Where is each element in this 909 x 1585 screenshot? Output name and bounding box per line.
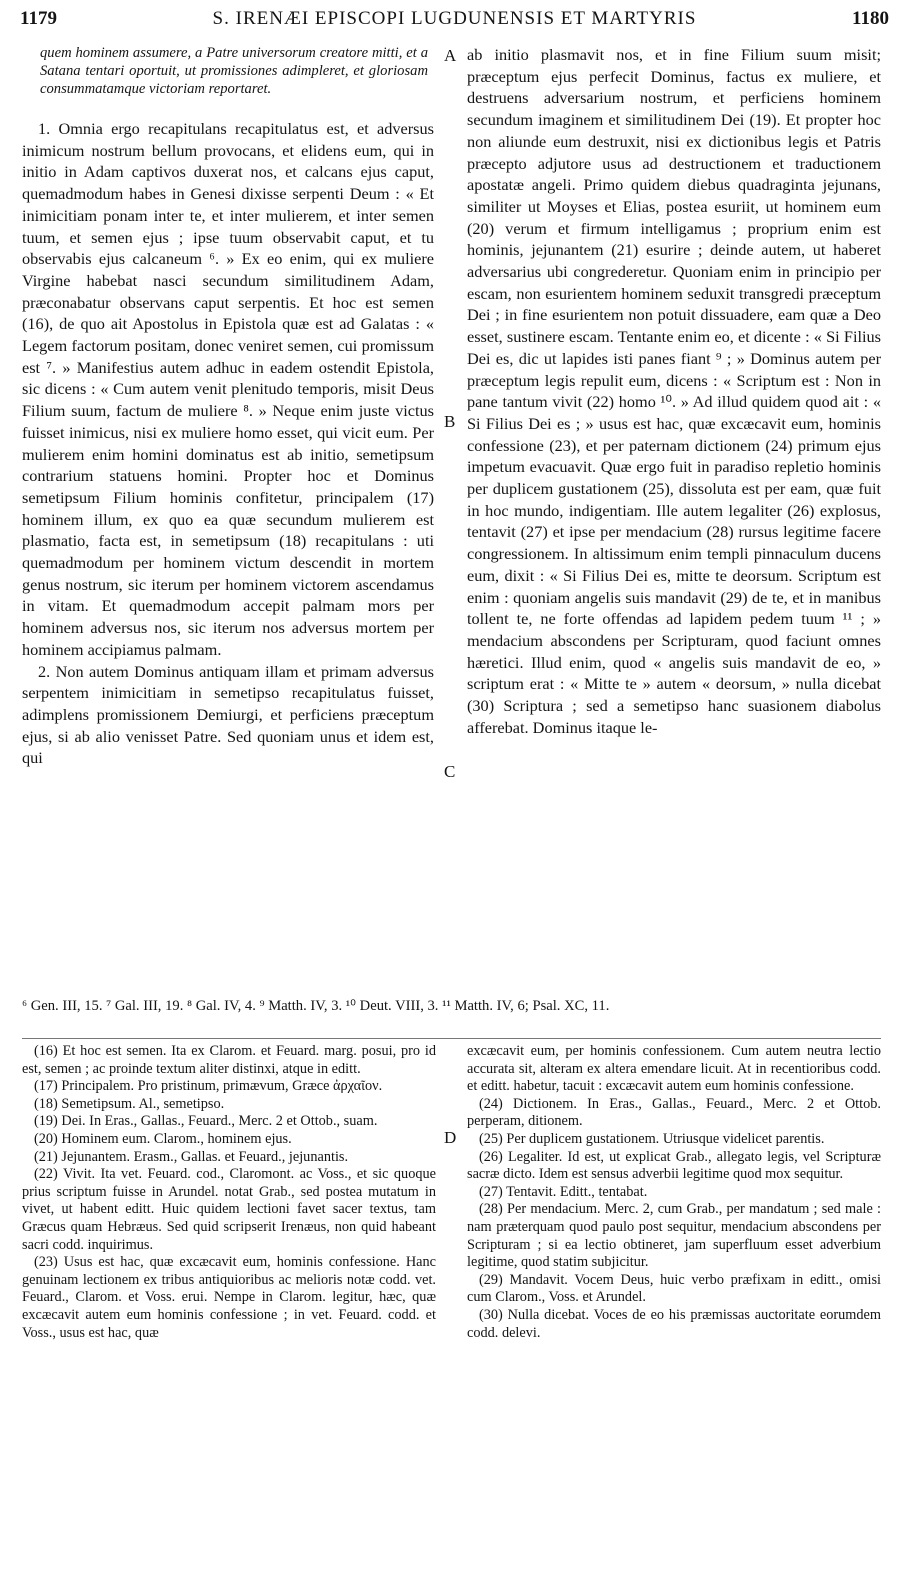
running-title: S. IRENÆI EPISCOPI LUGDUNENSIS ET MARTYRIS xyxy=(212,8,697,29)
paragraph-1: 1. Omnia ergo recapitulans recapitulatus est, et adversus inimicum nostrum bellum provocans, et elidens eum, qui in initio in Adam captivos duxerat nos, et calcans ejus caput, quemadmodum habes in Genesi dixisse serpenti Deum : « Et inimicitiam ponam inter te, et inter mulierem, et inter semen tuum, et semen ejus ; ipse tuum observabit caput, et tu observabis ejus calcaneum ⁶. » Ex eo enim, qui ex muliere Virgine habebat nasci secundum similitudinem Adam, præconabatur observans caput serpentis. Et hoc est semen (16), de quo ait Apostolus in Epistola quæ est ad Galatas : « Legem factorum positam, donec veniret semen, cui promissum est ⁷. » Manifestius autem adhuc in eadem ostendit Epistola, sic dicens : « Cum autem venit plenitudo temporis, misit Deus Filium suum, factum de muliere ⁸. » Neque enim juste victus fuisset inimicus, nisi ex muliere homo esset, qui vicit eum. Per mulierem enim homini dominatus est ab initio, semetipsum contrarium statuens homini. Propter hoc et Dominus semetipsum Filium hominis confitetur, principalem (17) hominem illum, ex quo ea quæ secundum mulierem est plasmatio, facta est, in semetipsum (18) recapitulans : uti quemadmodum per hominem victum descendit in mortem genus nostrum, sic iterum per hominem victorem ascendamus in vitam. Et quemadmodum accepit palmam mors per hominem adversus nos, sic iterum nos adversus mortem per hominem accipiamus palmam. xyxy=(22,119,434,659)
margin-letter-d: D xyxy=(444,1128,457,1147)
margin-letter-c: C xyxy=(444,762,456,781)
page-number-right: 1180 xyxy=(852,8,889,29)
notes-right-column xyxy=(467,1043,881,1342)
note-20: (20) Hominem eum. Clarom., hominem ejus. xyxy=(34,1130,292,1147)
note-17: (17) Principalem. Pro pristinum, primævum, Græce ἀρχαῖον. xyxy=(34,1078,383,1095)
note-23-continued: excæcavit eum, per hominis confessionem. Cum autem neutra lectio accurata sit, alteram ex altera emendare licuit. At in recentioribus codd. et editt. habetur, tacuit : excæcavit autem eum hominis confessione. xyxy=(467,1043,881,1095)
note-25: (25) Per duplicem gustationem. Utriusque videlicet parentis. xyxy=(479,1130,825,1147)
note-16: (16) Et hoc est semen. Ita ex Clarom. et Feuard. marg. posui, pro id est, semen ; ac proinde textum aliter distinxi, atque in editt. xyxy=(22,1043,436,1077)
note-23: (23) Usus est hac, quæ excæcavit eum, hominis confessione. Hanc genuinam lectionem ex tribus antiquioribus ac melioris notæ codd. vet. Feuard., Clarom. et Voss. erui. Nempe in Clarom. legitur, hæc, quæ excæcavit autem eum hominis confessione ; in vet. Feuard. codd. et Voss., usus est hac, quæ xyxy=(22,1254,436,1341)
note-29: (29) Mandavit. Vocem Deus, huic verbo præfixam in editt., omisi cum Clarom., Voss. et Arundel. xyxy=(467,1271,881,1306)
right-text-column xyxy=(467,44,881,739)
note-18: (18) Semetipsum. Al., semetipso. xyxy=(34,1095,225,1112)
note-26: (26) Legaliter. Id est, ut explicat Grab., allegato legis, vel Scripturæ sacræ dicto. Idem est sensus adverbii legitime quod mox sequitur. xyxy=(467,1148,881,1183)
notes-divider xyxy=(22,1038,881,1039)
chapter-summary: quem hominem assumere, a Patre universorum creatore mitti, et a Satana tentari oportuit, ut promissiones adimpleret, et gloriosam consummatamque victoriam reportaret. xyxy=(40,45,428,97)
left-text-column xyxy=(22,44,434,769)
page-number-left: 1179 xyxy=(20,8,57,29)
notes-left-column xyxy=(22,1043,436,1342)
note-28: (28) Per mendacium. Merc. 2, cum Grab., per mandatum ; sed male : nam præterquam quod paulo post sequitur, mendacium abscondens per Scripturam ; si ea lectio obtineret, jam superfluum esset adverbium legitime, quod statim subjicitur. xyxy=(467,1201,881,1271)
paragraph-2: 2. Non autem Dominus antiquam illam et primam adversus serpentem inimicitiam in semetipso recapitulatus fuisset, adimplens promissionem Demiurgi, et perficiens præceptum ejus, si ab alio venisset Patre. Sed quoniam unus et idem est, qui xyxy=(22,661,434,768)
scripture-references: ⁶ Gen. III, 15. ⁷ Gal. III, 19. ⁸ Gal. IV, 4. ⁹ Matth. IV, 3. ¹⁰ Deut. VIII, 3. ¹¹ Matth. IV, 6; Psal. XC, 11. xyxy=(22,998,610,1014)
margin-letter-a: A xyxy=(444,46,457,65)
note-22: (22) Vivit. Ita vet. Feuard. cod., Claromont. ac Voss., et sic quoque prius scriptum fuisse in Arundel. notat Grab., sed postea mutatum in vivet, ut habent editt. Huic quidem lectioni favet sacer textus, tam Græcus quam Hebræus. Sed quid scripserit Irenæus, non quid habeant sacri codd. inquirimus. xyxy=(22,1166,436,1253)
paragraph-continued: ab initio plasmavit nos, et in fine Filium suum misit; præceptum ejus perfecit Dominus, factus ex muliere, et destruens adversarium nostrum, et perficiens hominem secundum imaginem et similitudinem Dei (19). Et propter hoc non aliunde eum destruxit, nisi ex dictionibus legis et Patris præcepto adjutore usus ad destructionem et traductionem apostatæ angeli. Primo quidem diebus quadraginta jejunans, similiter ut Moyses et Elias, postea esuriit, ut hominem eum (20) verum et firmum intelligamus ; proprium enim est hominis, jejunantem (21) esurire ; deinde autem, ut haberet adversarius ubi congrederetur. Quoniam enim in principio per escam, non esurientem hominem seduxit transgredi præceptum Dei ; in fine esurientem non potuit dissuadere, eam quæ a Deo esset, sustinere escam. Tentante enim eo, et dicente : « Si Filius Dei es, dic ut lapides isti panes fiant ⁹ ; » Dominus autem per præceptum legis repulit eum, dicens : « Scriptum est : Non in pane tantum vivit (22) homo ¹⁰. » Ad illud quidem quod ait : « Si Filius Dei es ; » usus est hac, quæ excæcavit eum, hominis confessione (23), et per paternam dictionem (24) primum ejus impetum evacuavit. Quæ ergo fuit in paradiso repletio hominis per duplicem gustationem (25), dissoluta est per eam, quæ fuit in hoc mundo, indigentiam. Ille autem legaliter (26) explosus, tentavit (27) et ipse per mendacium (28) rursus legitime facere congressionem. In altissimum enim templi pinnaculum ducens eum, dixit : « Si Filius Dei es, mitte te deorsum. Scriptum est enim : quoniam angelis suis mandavit (29) de te, et in manibus tollent te, ne forte offendas ad lapidem pedem tuum ¹¹ ; » mendacium abscondens per Scripturam, quod faciunt omnes hæretici. Illud enim, quod « angelis suis mandavit de eo, » scriptum erat : « Mitte te » autem « deorsum, » nulla dicebat (30) Scriptura ; sed a semetipso hanc suasionem diabolus afferebat. Dominus itaque le- xyxy=(467,45,881,737)
note-30: (30) Nulla dicebat. Voces de eo his præmissas auctoritate eorumdem codd. delevi. xyxy=(467,1306,881,1341)
margin-letter-b: B xyxy=(444,412,456,431)
note-24: (24) Dictionem. In Eras., Gallas., Feuard., Merc. 2 et Ottob. perperam, ditionem. xyxy=(467,1095,881,1130)
note-27: (27) Tentavit. Editt., tentabat. xyxy=(479,1183,648,1200)
note-21: (21) Jejunantem. Erasm., Gallas. et Feuard., jejunantis. xyxy=(34,1148,349,1165)
note-19: (19) Dei. In Eras., Gallas., Feuard., Merc. 2 et Ottob., suam. xyxy=(34,1113,378,1130)
running-header xyxy=(20,8,889,36)
